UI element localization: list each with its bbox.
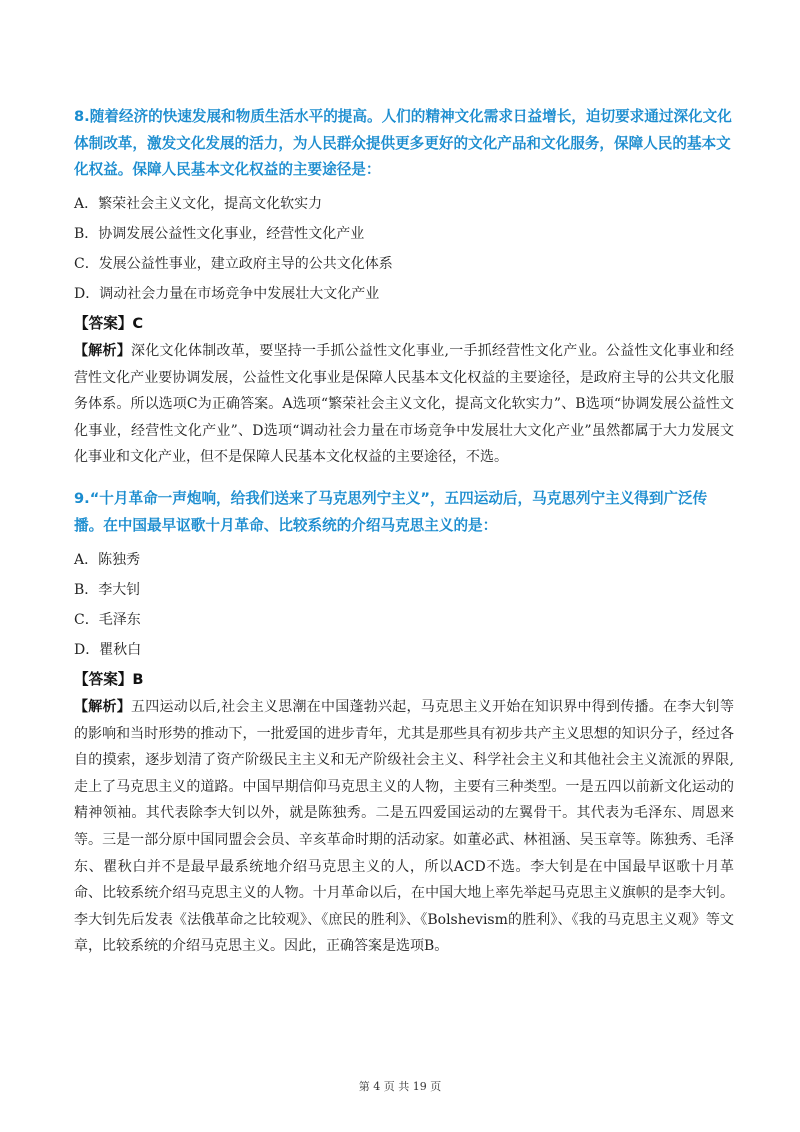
question-9-stem: 9.“十月革命一声炮响，给我们送来了马克思列宁主义”，五四运动后，马克思列宁主义得到广泛传播。在中国最早讴歌十月革命、比较系统的介绍马克思主义的是：: [74, 490, 708, 534]
answer-value: B: [132, 671, 144, 688]
analysis-tag: 【解析】: [74, 699, 132, 715]
question-8-stem: 8.随着经济的快速发展和物质生活水平的提高。人们的精神文化需求日益增长，迫切要求通过深化文化体制改革，激发文化发展的活力，为人民群众提供更多更好的文化产品和文化服务，保障人民的基本文化权益。保障人民基本文化权益的主要途径是：: [74, 108, 732, 178]
question-8-option-a: A．繁荣社会主义文化，提高文化软实力: [74, 196, 323, 212]
question-9-option-a: A．陈独秀: [74, 552, 141, 568]
question-8-answer: [74, 314, 143, 334]
question-9-option-b: B．李大钊: [74, 582, 141, 598]
analysis-text: 五四运动以后,社会主义思潮在中国蓬勃兴起，马克思主义开始在知识界中得到传播。在李大钊等的影响和当时形势的推动下，一批爱国的进步青年，尤其是那些具有初步共产主义思想的知识分子，经过各自的摸索，逐步划清了资产阶级民主主义和无产阶级社会主义、科学社会主义和其他社会主义流派的界限,走上了马克思主义的道路。中国早期信仰马克思主义的人物，主要有三种类型。一是五四以前新文化运动的精神领袖。其代表除李大钊以外，就是陈独秀。二是五四爱国运动的左翼骨干。其代表为毛泽东、周恩来等。三是一部分原中国同盟会会员、辛亥革命时期的活动家。如董必武、林祖涵、吴玉章等。陈独秀、毛泽东、瞿秋白并不是最早最系统地介绍马克思主义的人，所以ACD不选。李大钊是在中国最早讴歌十月革命、比较系统介绍马克思主义的人物。十月革命以后，在中国大地上率先举起马克思主义旗帜的是李大钊。李大钊先后发表《法俄革命之比较观》、《庶民的胜利》、《Bolshevism的胜利》、《我的马克思主义观》等文章，比较系统的介绍马克思主义。因此，正确答案是选项B。: [74, 699, 735, 955]
analysis-text: 深化文化体制改革，要坚持一手抓公益性文化事业,一手抓经营性文化产业。公益性文化事业和经营性文化产业要协调发展，公益性文化事业是保障人民基本文化权益的主要途径，是政府主导的公共文化服务体系。所以选项C为正确答案。A选项“繁荣社会主义文化，提高文化软实力”、B选项“协调发展公益性文化事业，经营性文化产业”、D选项“调动社会力量在市场竞争中发展壮大文化产业”虽然都属于大力发展文化事业和文化产业，但不是保障人民基本文化权益的主要途径，不选。: [74, 343, 735, 466]
question-8-option-c: C．发展公益性事业，建立政府主导的公共文化体系: [74, 256, 393, 272]
question-9-answer: [74, 670, 144, 690]
page-footer: 第 4 页 共 19 页: [358, 1080, 442, 1093]
answer-value: C: [132, 315, 144, 332]
answer-tag: 【答案】: [74, 671, 133, 688]
question-9-option-c: C．毛泽东: [74, 612, 141, 628]
question-8-analysis: [74, 338, 734, 471]
question-8-option-d: D．调动社会力量在市场竞争中发展壮大文化产业: [74, 286, 380, 302]
question-8-option-b: B．协调发展公益性文化事业，经营性文化产业: [74, 226, 365, 242]
analysis-tag: 【解析】: [74, 343, 132, 359]
answer-tag: 【答案】: [74, 315, 133, 332]
question-9-analysis: [74, 694, 734, 960]
question-9-option-d: D．瞿秋白: [74, 642, 142, 658]
